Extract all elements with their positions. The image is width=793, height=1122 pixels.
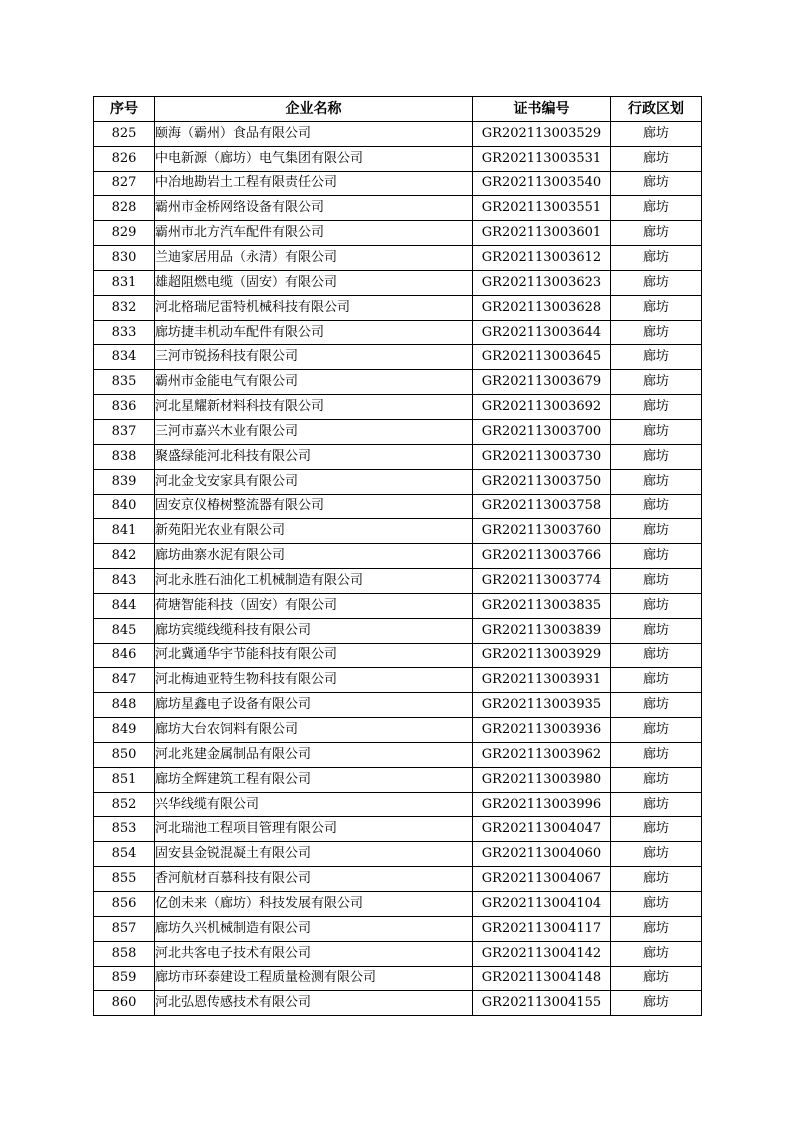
cell-region: 廊坊 [611,718,702,743]
cell-region: 廊坊 [611,320,702,345]
table-row [94,842,702,867]
table-row [94,991,702,1016]
cell-region: 廊坊 [611,494,702,519]
header-region: 行政区划 [611,97,702,122]
cell-cert-number: GR202113004155 [473,991,611,1016]
cell-seq: 846 [94,643,155,668]
table-row [94,444,702,469]
cell-company-name: 河北梅迪亚特生物科技有限公司 [155,668,473,693]
cell-cert-number: GR202113003700 [473,419,611,444]
cell-cert-number: GR202113003601 [473,221,611,246]
cell-region: 廊坊 [611,643,702,668]
cell-seq: 832 [94,295,155,320]
table-row [94,246,702,271]
cell-seq: 855 [94,867,155,892]
cell-company-name: 中电新源（廊坊）电气集团有限公司 [155,146,473,171]
cell-region: 廊坊 [611,593,702,618]
table-row [94,270,702,295]
cell-region: 廊坊 [611,569,702,594]
cell-cert-number: GR202113003529 [473,121,611,146]
table-row [94,718,702,743]
cell-seq: 833 [94,320,155,345]
cell-seq: 850 [94,742,155,767]
table-row [94,419,702,444]
cell-seq: 829 [94,221,155,246]
cell-company-name: 河北金戈安家具有限公司 [155,469,473,494]
cell-cert-number: GR202113003839 [473,618,611,643]
cell-region: 廊坊 [611,221,702,246]
cell-company-name: 香河航材百慕科技有限公司 [155,867,473,892]
cell-region: 廊坊 [611,991,702,1016]
cell-company-name: 廊坊大台农饲料有限公司 [155,718,473,743]
cell-company-name: 霸州市北方汽车配件有限公司 [155,221,473,246]
cell-cert-number: GR202113003551 [473,196,611,221]
cell-region: 廊坊 [611,693,702,718]
cell-company-name: 中冶地勘岩土工程有限责任公司 [155,171,473,196]
cell-cert-number: GR202113003980 [473,767,611,792]
cell-region: 廊坊 [611,469,702,494]
cell-seq: 830 [94,246,155,271]
cell-seq: 844 [94,593,155,618]
cell-company-name: 廊坊曲寨水泥有限公司 [155,544,473,569]
cell-cert-number: GR202113003774 [473,569,611,594]
cell-cert-number: GR202113003692 [473,395,611,420]
cell-cert-number: GR202113004060 [473,842,611,867]
cell-company-name: 聚盛绿能河北科技有限公司 [155,444,473,469]
cell-region: 廊坊 [611,941,702,966]
cell-region: 廊坊 [611,121,702,146]
cell-region: 廊坊 [611,842,702,867]
cell-company-name: 河北格瑞尼雷特机械科技有限公司 [155,295,473,320]
cell-seq: 828 [94,196,155,221]
cell-seq: 852 [94,792,155,817]
cell-company-name: 颐海（霸州）食品有限公司 [155,121,473,146]
table-row [94,643,702,668]
table-row [94,370,702,395]
header-row [94,97,702,122]
table-row [94,867,702,892]
table-row [94,941,702,966]
cell-cert-number: GR202113004067 [473,867,611,892]
cell-seq: 840 [94,494,155,519]
cell-company-name: 兰迪家居用品（永清）有限公司 [155,246,473,271]
cell-cert-number: GR202113004142 [473,941,611,966]
table-row [94,196,702,221]
cell-region: 廊坊 [611,270,702,295]
cell-region: 廊坊 [611,419,702,444]
cell-region: 廊坊 [611,867,702,892]
table-row [94,519,702,544]
cell-seq: 837 [94,419,155,444]
table-row [94,146,702,171]
cell-region: 廊坊 [611,146,702,171]
cell-cert-number: GR202113003929 [473,643,611,668]
table-row [94,966,702,991]
cell-company-name: 廊坊市环泰建设工程质量检测有限公司 [155,966,473,991]
cell-cert-number: GR202113003936 [473,718,611,743]
cell-seq: 853 [94,817,155,842]
cell-region: 廊坊 [611,544,702,569]
cell-region: 廊坊 [611,196,702,221]
table-row [94,171,702,196]
cell-company-name: 霸州市金桥网络设备有限公司 [155,196,473,221]
table-row [94,569,702,594]
table-row [94,668,702,693]
cell-seq: 835 [94,370,155,395]
cell-company-name: 廊坊星鑫电子设备有限公司 [155,693,473,718]
cell-cert-number: GR202113003760 [473,519,611,544]
table-row [94,295,702,320]
cell-company-name: 河北冀通华宇节能科技有限公司 [155,643,473,668]
cell-company-name: 河北兆建金属制品有限公司 [155,742,473,767]
cell-seq: 847 [94,668,155,693]
table-body [94,121,702,1015]
cell-region: 廊坊 [611,618,702,643]
cell-region: 廊坊 [611,295,702,320]
cell-region: 廊坊 [611,892,702,917]
cell-cert-number: GR202113003935 [473,693,611,718]
cell-seq: 860 [94,991,155,1016]
cell-seq: 825 [94,121,155,146]
cell-cert-number: GR202113003996 [473,792,611,817]
cell-company-name: 兴华线缆有限公司 [155,792,473,817]
cell-seq: 826 [94,146,155,171]
cell-seq: 827 [94,171,155,196]
cell-seq: 851 [94,767,155,792]
table-row [94,792,702,817]
table-row [94,469,702,494]
cell-cert-number: GR202113003758 [473,494,611,519]
cell-company-name: 廊坊捷丰机动车配件有限公司 [155,320,473,345]
cell-cert-number: GR202113003628 [473,295,611,320]
cell-cert-number: GR202113003645 [473,345,611,370]
cell-company-name: 荷塘智能科技（固安）有限公司 [155,593,473,618]
cell-cert-number: GR202113003679 [473,370,611,395]
cell-region: 廊坊 [611,246,702,271]
cell-cert-number: GR202113004148 [473,966,611,991]
cell-seq: 848 [94,693,155,718]
cell-seq: 858 [94,941,155,966]
cell-seq: 849 [94,718,155,743]
header-seq: 序号 [94,97,155,122]
table-row [94,767,702,792]
cell-region: 廊坊 [611,767,702,792]
cell-company-name: 亿创未来（廊坊）科技发展有限公司 [155,892,473,917]
cell-seq: 843 [94,569,155,594]
cell-seq: 831 [94,270,155,295]
cell-seq: 841 [94,519,155,544]
cell-company-name: 固安县金锐混凝土有限公司 [155,842,473,867]
cell-cert-number: GR202113003835 [473,593,611,618]
table-row [94,593,702,618]
table-row [94,494,702,519]
cell-company-name: 河北瑞池工程项目管理有限公司 [155,817,473,842]
table-row [94,916,702,941]
cell-company-name: 河北弘恩传感技术有限公司 [155,991,473,1016]
cell-cert-number: GR202113004104 [473,892,611,917]
cell-seq: 836 [94,395,155,420]
cell-region: 廊坊 [611,519,702,544]
cell-region: 廊坊 [611,171,702,196]
cell-company-name: 廊坊全辉建筑工程有限公司 [155,767,473,792]
cell-seq: 842 [94,544,155,569]
cell-region: 廊坊 [611,792,702,817]
cell-region: 廊坊 [611,916,702,941]
cell-company-name: 雄超阻燃电缆（固安）有限公司 [155,270,473,295]
cell-cert-number: GR202113003766 [473,544,611,569]
cell-company-name: 新苑阳光农业有限公司 [155,519,473,544]
cell-company-name: 廊坊久兴机械制造有限公司 [155,916,473,941]
cell-region: 廊坊 [611,817,702,842]
header-company-name: 企业名称 [155,97,473,122]
table-row [94,121,702,146]
table-row [94,817,702,842]
cell-company-name: 河北星耀新材料科技有限公司 [155,395,473,420]
cell-cert-number: GR202113004047 [473,817,611,842]
cell-cert-number: GR202113003644 [473,320,611,345]
cell-region: 廊坊 [611,370,702,395]
cell-seq: 857 [94,916,155,941]
cell-company-name: 廊坊宾缆线缆科技有限公司 [155,618,473,643]
table-row [94,544,702,569]
cell-company-name: 河北永胜石油化工机械制造有限公司 [155,569,473,594]
cell-region: 廊坊 [611,444,702,469]
cell-company-name: 三河市嘉兴木业有限公司 [155,419,473,444]
table-row [94,395,702,420]
cell-region: 廊坊 [611,345,702,370]
cell-cert-number: GR202113003931 [473,668,611,693]
table-row [94,693,702,718]
certificate-table [93,96,702,1016]
cell-cert-number: GR202113003730 [473,444,611,469]
cell-region: 廊坊 [611,966,702,991]
cell-seq: 859 [94,966,155,991]
cell-region: 廊坊 [611,395,702,420]
table-row [94,618,702,643]
cell-company-name: 固安京仪椿树整流器有限公司 [155,494,473,519]
cell-company-name: 河北共客电子技术有限公司 [155,941,473,966]
cell-cert-number: GR202113003962 [473,742,611,767]
cell-seq: 839 [94,469,155,494]
cell-cert-number: GR202113004117 [473,916,611,941]
cell-cert-number: GR202113003623 [473,270,611,295]
cell-cert-number: GR202113003531 [473,146,611,171]
header-cert-number: 证书编号 [473,97,611,122]
table-row [94,221,702,246]
table-row [94,320,702,345]
cell-region: 廊坊 [611,742,702,767]
table-row [94,892,702,917]
cell-seq: 834 [94,345,155,370]
table-row [94,345,702,370]
cell-seq: 854 [94,842,155,867]
cell-region: 廊坊 [611,668,702,693]
table-row [94,742,702,767]
cell-cert-number: GR202113003540 [473,171,611,196]
cell-seq: 856 [94,892,155,917]
cell-seq: 838 [94,444,155,469]
cell-company-name: 三河市锐扬科技有限公司 [155,345,473,370]
cell-seq: 845 [94,618,155,643]
cell-company-name: 霸州市金能电气有限公司 [155,370,473,395]
cell-cert-number: GR202113003750 [473,469,611,494]
table-header [94,97,702,122]
cell-cert-number: GR202113003612 [473,246,611,271]
